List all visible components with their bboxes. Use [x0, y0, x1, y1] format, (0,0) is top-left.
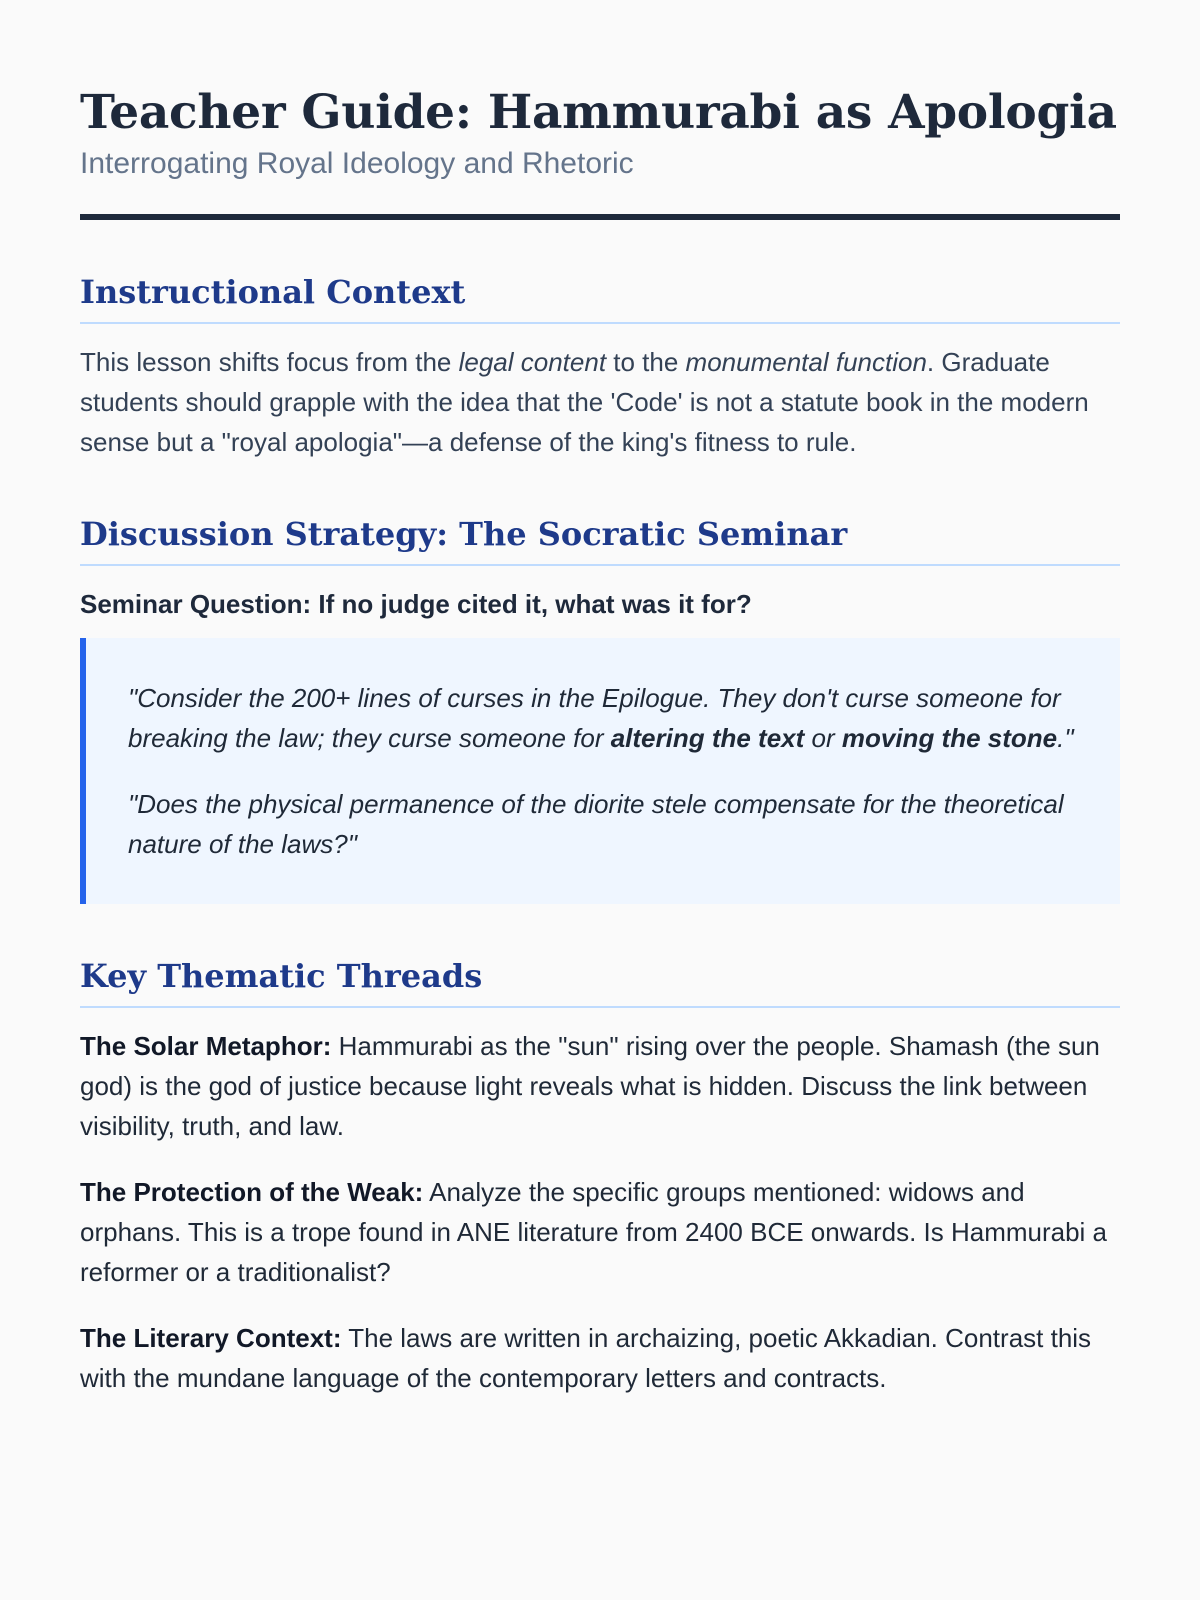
discussion-strategy-section: [80, 512, 1120, 904]
seminar-question: Seminar Question: If no judge cited it, what was it for?: [80, 589, 752, 619]
thread-solar-metaphor: [80, 1026, 1120, 1146]
thread-text: Analyze the specific groups mentioned: widows and orphans. This is a trope found in ANE literature from 2400 BCE onwards. Is Hammurabi a reformer or a traditionalist?: [80, 1177, 1108, 1287]
context-emphasis-legal-content: legal content: [458, 347, 607, 377]
instructional-context-heading: Instructional Context: [80, 270, 1120, 324]
discussion-strategy-heading: Discussion Strategy: The Socratic Seminar: [80, 512, 1120, 566]
page-subtitle: Interrogating Royal Ideology and Rhetoric: [80, 147, 634, 180]
page-title: Teacher Guide: Hammurabi as Apologia: [80, 85, 1117, 140]
context-text-3: . Graduate students should grapple with the idea that the 'Code' is not a statute book in the modern sense but a "royal apologia"—a defense of the king's fitness to rule.: [80, 347, 1089, 457]
thread-label: The Literary Context:: [80, 1323, 342, 1353]
quote1-emphasis-moving-stone: moving the stone: [841, 723, 1058, 753]
thread-label: The Protection of the Weak:: [80, 1177, 424, 1207]
key-thematic-threads-section: [80, 954, 1120, 1398]
thread-label: The Solar Metaphor:: [80, 1031, 332, 1061]
thread-literary-context: [80, 1318, 1120, 1398]
context-emphasis-monumental-function: monumental function: [685, 347, 927, 377]
quote1-text-3: .": [1057, 723, 1074, 753]
seminar-quote-box: [80, 638, 1120, 904]
quote1-text-1: "Consider the 200+ lines of curses in the Epilogue. They don't curse someone for breaking the law; they curse someone for: [128, 683, 1061, 753]
quote1-text-2: or: [804, 723, 842, 753]
seminar-quote-permanence: "Does the physical permanence of the diorite stele compensate for the theoretical nature of the laws?": [128, 789, 1064, 859]
thread-text: The laws are written in archaizing, poetic Akkadian. Contrast this with the mundane language of the contemporary letters and contracts.: [80, 1323, 1092, 1393]
quote1-emphasis-altering-text: altering the text: [610, 723, 805, 753]
thread-protection-of-weak: [80, 1172, 1120, 1292]
key-thematic-threads-heading: Key Thematic Threads: [80, 954, 1120, 1008]
thread-text: Hammurabi as the "sun" rising over the people. Shamash (the sun god) is the god of justice because light reveals what is hidden. Discuss the link between visibility, truth, and law.: [80, 1031, 1100, 1141]
instructional-context-section: [80, 270, 1120, 462]
title-divider: [80, 214, 1120, 220]
context-text-1: This lesson shifts focus from the: [80, 347, 459, 377]
seminar-quote-curses: [128, 678, 1080, 758]
context-text-2: to the: [606, 347, 686, 377]
instructional-context-paragraph: [80, 342, 1120, 462]
